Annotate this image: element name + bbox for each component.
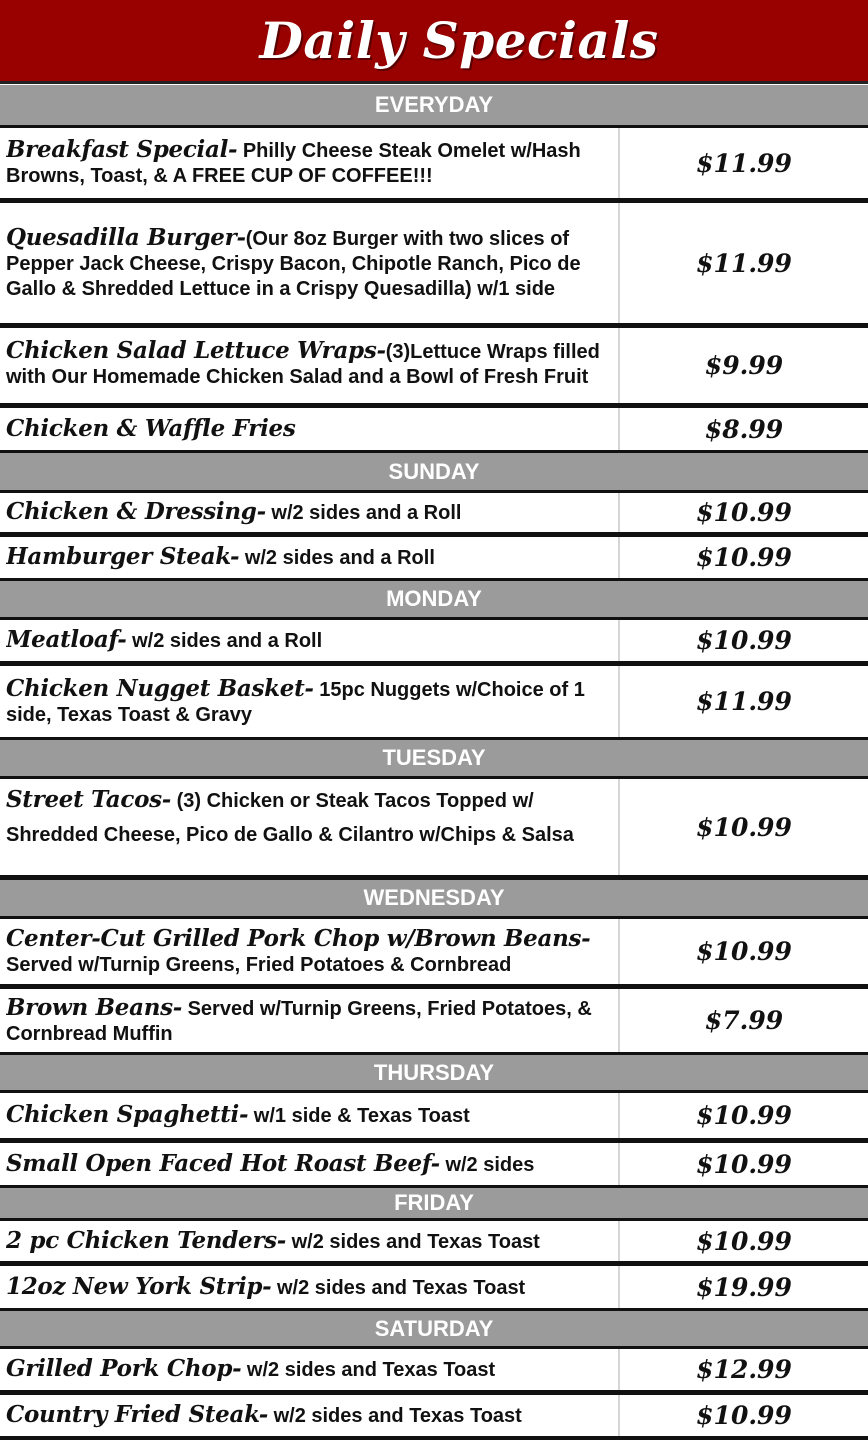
item-description: 15pc Nuggets w/Choice of 1 side, Texas Toast & Gravy <box>6 678 585 726</box>
menu-item <box>0 1093 868 1138</box>
item-price: $11.99 <box>618 128 868 198</box>
item-price: $11.99 <box>618 203 868 323</box>
menu-item <box>0 537 868 578</box>
item-description: w/2 sides and Texas Toast <box>268 1405 522 1427</box>
menu-item <box>0 328 868 403</box>
item-description: Served w/Turnip Greens, Fried Potatoes & Cornbread <box>6 953 512 976</box>
item-price: $8.99 <box>618 408 868 450</box>
menu-item <box>0 1143 868 1185</box>
item-price: $19.99 <box>618 1266 868 1308</box>
item-name: Chicken & Waffle Fries <box>6 414 296 442</box>
menu-item <box>0 919 868 984</box>
menu-item <box>0 779 868 875</box>
menu-item <box>0 1221 868 1261</box>
item-price: $10.99 <box>618 537 868 578</box>
item-name: Country Fried Steak- <box>6 1401 269 1428</box>
menu-item <box>0 1395 868 1436</box>
item-description: w/2 sides and Texas Toast <box>241 1359 496 1381</box>
item-name: Hamburger Steak- <box>6 543 240 570</box>
item-description: w/2 sides and Texas Toast <box>286 1230 540 1253</box>
menu-item <box>0 1349 868 1390</box>
item-name: Chicken & Dressing- <box>6 498 266 525</box>
item-name: Meatloaf- <box>6 626 127 653</box>
section-header-saturday: SATURDAY <box>0 1311 868 1346</box>
item-description: w/2 sides and Texas Toast <box>271 1276 526 1299</box>
item-price: $7.99 <box>618 989 868 1052</box>
item-price: $10.99 <box>618 919 868 984</box>
item-name: Chicken Salad Lettuce Wraps- <box>6 337 386 364</box>
item-description: w/2 sides and a Roll <box>265 502 462 524</box>
item-description: (3)Lettuce Wraps filled with Our Homemade Chicken Salad and a Bowl of Fresh Fruit <box>6 341 600 388</box>
item-price: $10.99 <box>618 1093 868 1138</box>
item-name: 2 pc Chicken Tenders- <box>6 1226 287 1254</box>
menu-item <box>0 1266 868 1308</box>
item-name: Chicken Nugget Basket- <box>6 674 314 702</box>
menu-item <box>0 620 868 661</box>
item-description: Served w/Turnip Greens, Fried Potatoes, & Cornbread Muffin <box>6 997 592 1045</box>
item-price: $10.99 <box>618 1395 868 1436</box>
item-name: Small Open Faced Hot Roast Beef- <box>6 1149 440 1177</box>
section-header-sunday: SUNDAY <box>0 453 868 490</box>
menu-item <box>0 493 868 532</box>
item-price: $10.99 <box>618 1143 868 1185</box>
section-header-thursday: THURSDAY <box>0 1055 868 1090</box>
section-header-everyday: EVERYDAY <box>0 85 868 125</box>
item-description: Philly Cheese Steak Omelet w/Hash Browns, Toast, & A FREE CUP OF COFFEE!!! <box>6 140 581 187</box>
item-name: Center-Cut Grilled Pork Chop w/Brown Beans- <box>6 924 591 952</box>
item-name: Breakfast Special- <box>6 136 238 163</box>
menu-item <box>0 203 868 323</box>
item-description: (Our 8oz Burger with two slices of Pepper Jack Cheese, Crispy Bacon, Chipotle Ranch, Pico de Gallo & Shredded Lettuce in a Crispy Quesadilla) w/1 side <box>6 227 581 300</box>
item-description: w/1 side & Texas Toast <box>248 1105 470 1127</box>
menu-item <box>0 408 868 450</box>
item-name: Quesadilla Burger- <box>6 223 246 251</box>
item-name: Brown Beans- <box>6 993 183 1021</box>
item-description: w/2 sides and a Roll <box>126 630 323 652</box>
item-description: w/2 sides <box>439 1153 535 1176</box>
item-price: $10.99 <box>618 620 868 661</box>
item-description: (3) Chicken or Steak Tacos Topped w/ Shredded Cheese, Pico de Gallo & Cilantro w/Chips & Salsa <box>6 790 574 846</box>
item-name: Chicken Spaghetti- <box>6 1101 249 1128</box>
item-price: $10.99 <box>618 1221 868 1261</box>
section-header-wednesday: WEDNESDAY <box>0 880 868 916</box>
item-price: $9.99 <box>618 328 868 403</box>
menu-item <box>0 666 868 737</box>
item-name: Grilled Pork Chop- <box>6 1355 242 1382</box>
item-price: $12.99 <box>618 1349 868 1390</box>
menu-item <box>0 128 868 198</box>
item-description: w/2 sides and a Roll <box>239 547 435 569</box>
item-price: $10.99 <box>618 779 868 875</box>
section-header-tuesday: TUESDAY <box>0 740 868 776</box>
item-price: $11.99 <box>618 666 868 737</box>
item-name: 12oz New York Strip- <box>6 1272 272 1300</box>
title-banner <box>0 0 868 84</box>
item-name: Street Tacos- <box>6 786 172 813</box>
page-title: Daily Specials <box>259 11 659 70</box>
section-header-friday: FRIDAY <box>0 1188 868 1218</box>
menu-item <box>0 989 868 1052</box>
item-price: $10.99 <box>618 493 868 532</box>
section-header-monday: MONDAY <box>0 581 868 617</box>
